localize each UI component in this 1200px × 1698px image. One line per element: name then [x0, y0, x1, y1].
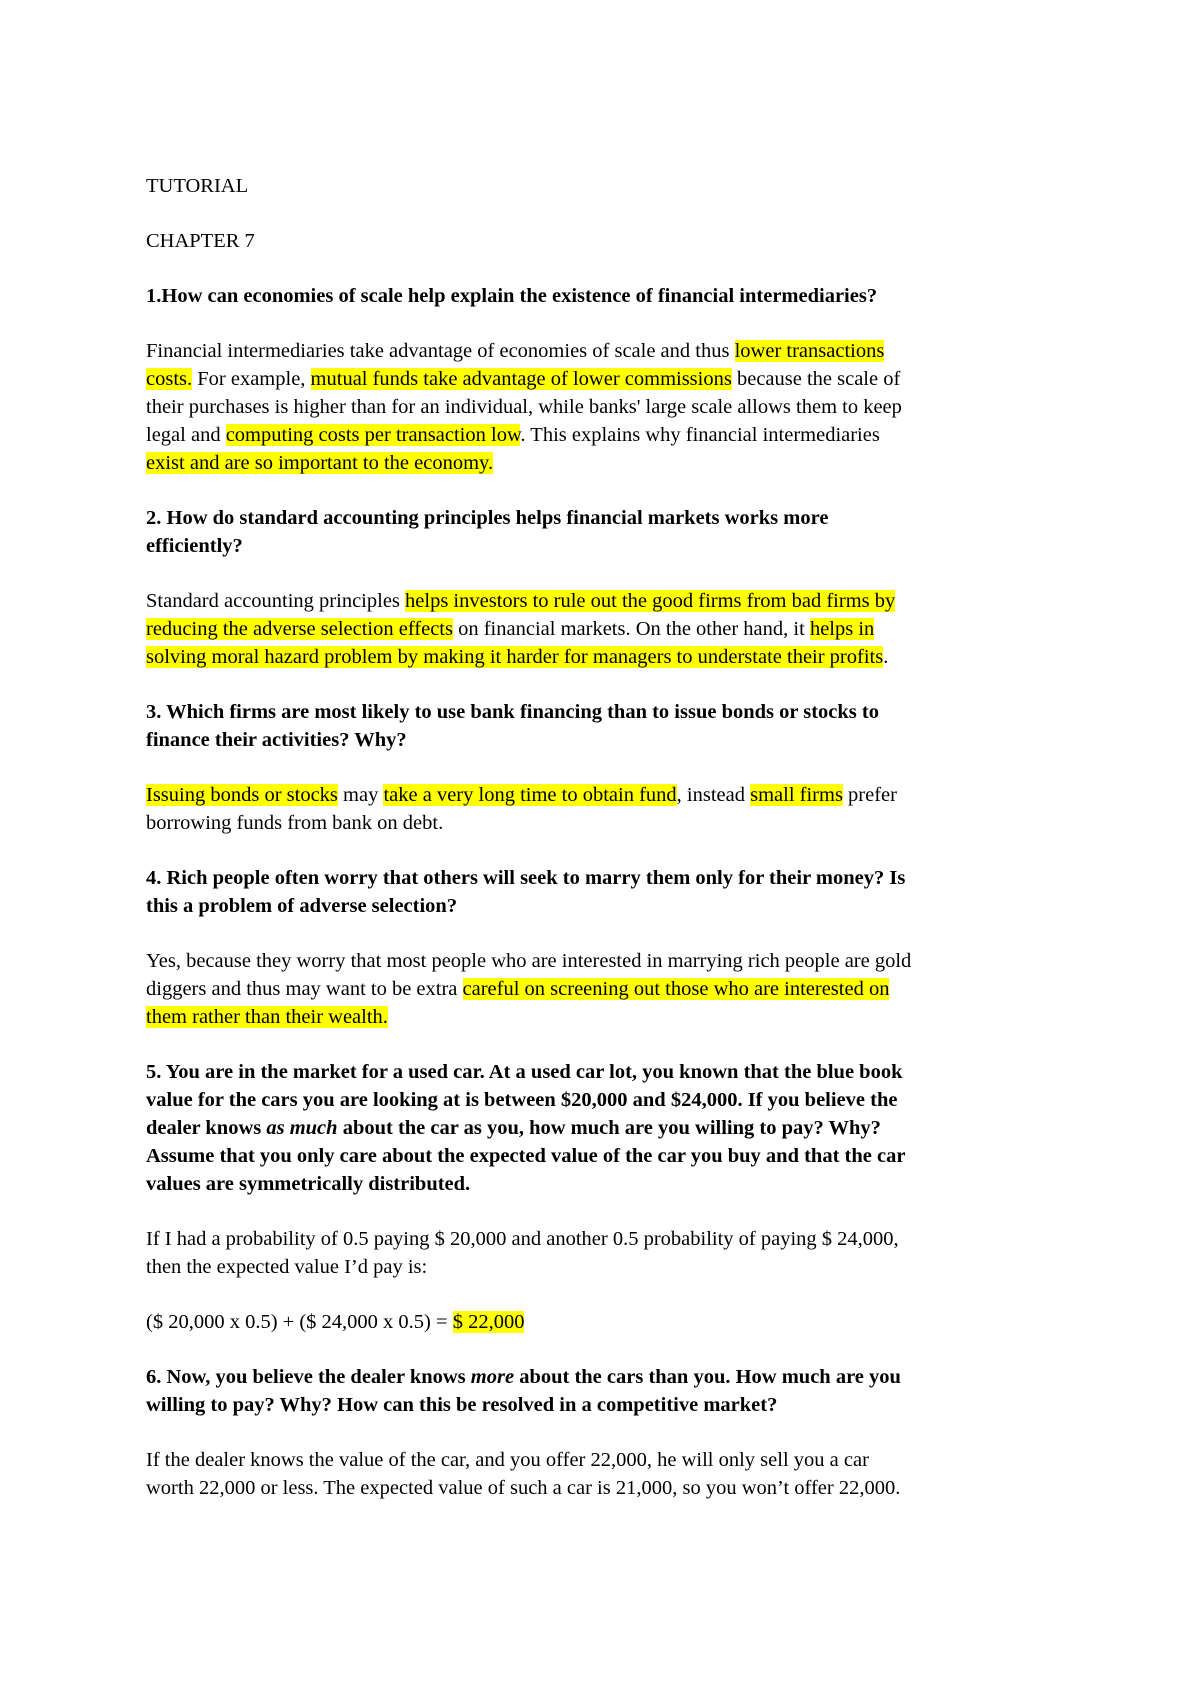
answer-line	[146, 365, 1066, 393]
calculation	[146, 1308, 1066, 1336]
page-title: TUTORIAL	[146, 175, 249, 197]
answer-line	[146, 615, 1066, 643]
chapter-heading: CHAPTER 7	[146, 230, 255, 252]
qa-section	[146, 504, 1066, 671]
text-run: If the dealer knows the value of the car, and you offer 22,000, he will only sell you a car	[146, 1449, 869, 1471]
answer	[146, 1446, 1066, 1502]
text-run: values are symmetrically distributed.	[146, 1173, 471, 1195]
question-line	[146, 1142, 1066, 1170]
sections-container	[146, 282, 1066, 1502]
highlighted-text: Issuing bonds or stocks	[146, 784, 338, 806]
text-run: Financial intermediaries take advantage of economies of scale and thus	[146, 340, 735, 362]
text-run: ($ 20,000 x 0.5) + ($ 24,000 x 0.5) =	[146, 1311, 453, 1333]
text-run: 4. Rich people often worry that others will seek to marry them only for their money? Is	[146, 867, 906, 889]
qa-section	[146, 1363, 1066, 1502]
question-line	[146, 504, 1066, 532]
highlighted-text: them rather than their wealth.	[146, 1006, 388, 1028]
text-run: because the scale of	[731, 368, 901, 390]
text-run: worth 22,000 or less. The expected value of such a car is 21,000, so you won’t offer 22,000.	[146, 1477, 901, 1499]
question-line	[146, 1391, 1066, 1419]
highlighted-text: $ 22,000	[452, 1311, 525, 1333]
text-run: prefer	[842, 784, 897, 806]
answer-line	[146, 1225, 1066, 1253]
question-line	[146, 726, 1066, 754]
question	[146, 504, 1066, 560]
text-run: about the car as you, how much are you willing to pay? Why?	[337, 1117, 881, 1139]
text-run: .	[883, 646, 889, 668]
document-content	[146, 172, 1066, 1529]
highlighted-text: careful on screening out those who are interested on	[462, 978, 890, 1000]
question-line	[146, 1114, 1066, 1142]
answer-line	[146, 449, 1066, 477]
qa-section	[146, 698, 1066, 837]
text-run: 2. How do standard accounting principles helps financial markets works more	[146, 507, 829, 529]
answer-line	[146, 1003, 1066, 1031]
text-run: willing to pay? Why? How can this be resolved in a competitive market?	[146, 1394, 778, 1416]
text-run: finance their activities? Why?	[146, 729, 407, 751]
emphasis-text: more	[470, 1366, 515, 1388]
answer-line	[146, 1253, 1066, 1281]
text-run: this a problem of adverse selection?	[146, 895, 458, 917]
answer-line	[146, 809, 1066, 837]
question-line	[146, 864, 1066, 892]
text-run: 6. Now, you believe the dealer knows	[146, 1366, 471, 1388]
text-run: about the cars than you. How much are you	[514, 1366, 901, 1388]
text-run: legal and	[146, 424, 226, 446]
text-run: 5. You are in the market for a used car. At a used car lot, you known that the blue book	[146, 1061, 903, 1083]
text-run: 3. Which firms are most likely to use bank financing than to issue bonds or stocks to	[146, 701, 879, 723]
question	[146, 282, 1066, 310]
question-line	[146, 1058, 1066, 1086]
answer-line	[146, 587, 1066, 615]
qa-section	[146, 1058, 1066, 1336]
highlighted-text: exist and are so important to the economy.	[146, 452, 494, 474]
question	[146, 864, 1066, 920]
text-run: dealer knows	[146, 1117, 267, 1139]
text-run: . This explains why financial intermediaries	[520, 424, 880, 446]
answer-line	[146, 421, 1066, 449]
text-run: may	[337, 784, 384, 806]
question-line	[146, 1170, 1066, 1198]
question-line	[146, 892, 1066, 920]
answer-line	[146, 1446, 1066, 1474]
text-run: Yes, because they worry that most people who are interested in marrying rich people are gold	[146, 950, 912, 972]
answer	[146, 781, 1066, 837]
text-run: diggers and thus may want to be extra	[146, 978, 463, 1000]
highlighted-text: take a very long time to obtain fund	[383, 784, 677, 806]
qa-section	[146, 282, 1066, 477]
text-run: borrowing funds from bank on debt.	[146, 812, 444, 834]
text-run: , instead	[676, 784, 751, 806]
qa-section	[146, 864, 1066, 1031]
question-line	[146, 1363, 1066, 1391]
text-run: their purchases is higher than for an individual, while banks' large scale allows them to keep	[146, 396, 902, 418]
text-run: efficiently?	[146, 535, 243, 557]
highlighted-text: small firms	[750, 784, 843, 806]
highlighted-text: helps investors to rule out the good firms from bad firms by	[405, 590, 896, 612]
answer	[146, 337, 1066, 477]
answer-line	[146, 643, 1066, 671]
text-run: then the expected value I’d pay is:	[146, 1256, 428, 1278]
text-run: on financial markets. On the other hand, it	[452, 618, 810, 640]
text-run: Assume that you only care about the expected value of the car you buy and that the car	[146, 1145, 906, 1167]
highlighted-text: lower transactions	[734, 340, 885, 362]
answer-line	[146, 393, 1066, 421]
answer	[146, 587, 1066, 671]
highlighted-text: helps in	[809, 618, 875, 640]
extra-line	[146, 1308, 1066, 1336]
emphasis-text: as much	[266, 1117, 338, 1139]
text-run: For example,	[192, 368, 311, 390]
highlighted-text: reducing the adverse selection effects	[146, 618, 453, 640]
answer-line	[146, 947, 1066, 975]
answer-line	[146, 337, 1066, 365]
text-run: value for the cars you are looking at is between $20,000 and $24,000. If you believe the	[146, 1089, 898, 1111]
answer	[146, 947, 1066, 1031]
question-line	[146, 698, 1066, 726]
answer-line	[146, 781, 1066, 809]
answer-line	[146, 975, 1066, 1003]
highlighted-text: computing costs per transaction low	[225, 424, 521, 446]
highlighted-text: mutual funds take advantage of lower commissions	[310, 368, 732, 390]
question	[146, 1058, 1066, 1198]
question	[146, 1363, 1066, 1419]
answer	[146, 1225, 1066, 1281]
question-line	[146, 282, 1066, 310]
text-run: 1.How can economies of scale help explain the existence of financial intermediaries?	[146, 285, 878, 307]
answer-line	[146, 1474, 1066, 1502]
question-line	[146, 1086, 1066, 1114]
text-run: If I had a probability of 0.5 paying $ 20,000 and another 0.5 probability of paying $ 24,000,	[146, 1228, 899, 1250]
text-run: Standard accounting principles	[146, 590, 406, 612]
highlighted-text: costs.	[146, 368, 193, 390]
question-line	[146, 532, 1066, 560]
question	[146, 698, 1066, 754]
highlighted-text: solving moral hazard problem by making it harder for managers to understate their profits	[146, 646, 884, 668]
